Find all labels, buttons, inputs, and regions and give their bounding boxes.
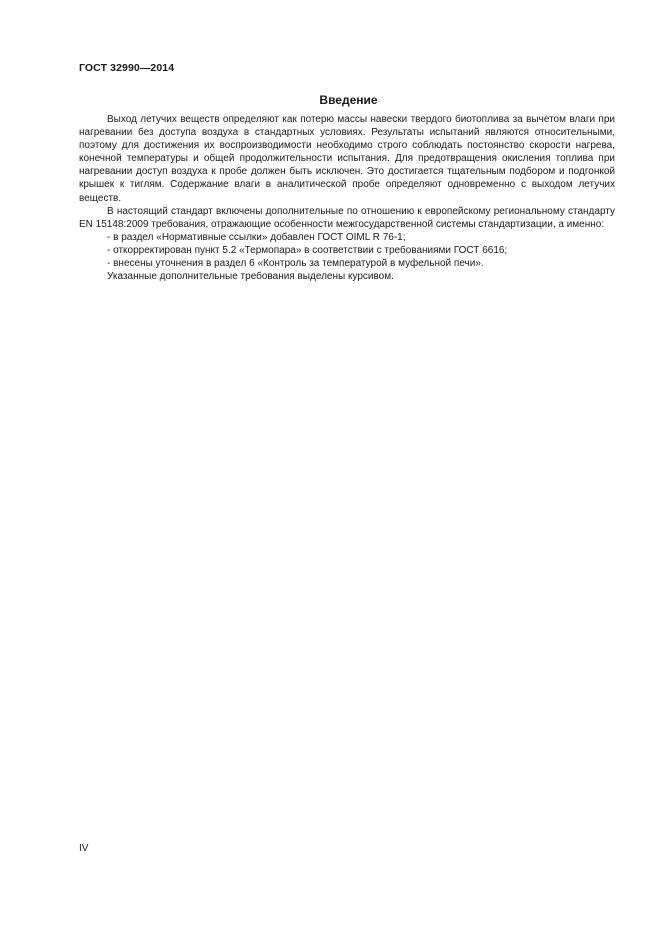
section-title: Введение: [319, 93, 378, 107]
list-item: - в раздел «Нормативные ссылки» добавлен ГОСТ OIML R 76-1;: [107, 231, 406, 243]
paragraph-additional-requirements: В настоящий стандарт включены дополнительные по отношению к европейскому региональному стандарту EN 15148:2009 требования, отражающие особенности межгосударственной системы стандартизации, а именно:: [79, 205, 615, 230]
page-number: IV: [79, 843, 89, 854]
paragraph-italic-note: Указанные дополнительные требования выделены курсивом.: [107, 271, 394, 283]
document-header: ГОСТ 32990—2014: [79, 62, 175, 74]
document-body: [79, 113, 615, 283]
changes-list: [79, 231, 615, 270]
list-item: - внесены уточнения в раздел 6 «Контроль за температурой в муфельной печи».: [107, 258, 484, 270]
paragraph-volatile-matter: Выход летучих веществ определяют как потерю массы навески твердого биотоплива за вычетом влаги при нагревании без доступа воздуха в стандартных условиях. Результаты испытаний являются относительными, поэтому для достижения их воспроизводимости необходимо строго соблюдать постоянство скорости нагрева, конечной температуры и общей продолжительности испытания. Для предотвращения окисления топлива при нагревании доступ воздуха к пробе должен быть исключен. Это достигается тщательным подбором и подгонкой крышек к тиглям. Содержание влаги в аналитической пробе определяют одновременно с выходом летучих веществ.: [79, 114, 615, 204]
list-item: - откорректирован пункт 5.2 «Термопара» в соответствии с требованиями ГОСТ 6616;: [107, 244, 508, 256]
